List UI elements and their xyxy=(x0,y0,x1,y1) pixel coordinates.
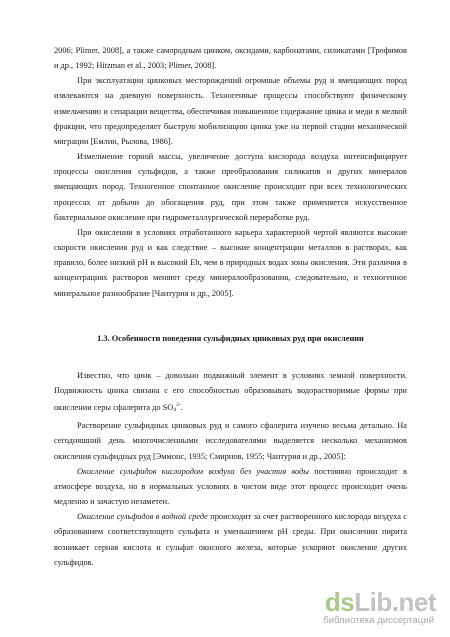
paragraph-air-oxidation xyxy=(54,464,407,509)
section-heading: 1.3. Особенности поведения сульфидных цинковых руд при окислении xyxy=(97,333,364,343)
logo-lib: Lib xyxy=(354,587,392,617)
paragraph-quarry-oxidation: При окислении в условиях отработанного карьера характерной чертой являются высокие скорости окисления руд и как следствие – высокие концентрации металлов в растворах, как правило, более низкий pH и высокий Eh, чем в природных водах зоны окисления. Эти различия в концентрациях растворов меняют среду минералообразования, следовательно, и техногенное минеральное разнообразие [Чантурия и др., 2005]. xyxy=(54,227,407,298)
document-page xyxy=(54,43,407,570)
logo-dot: . xyxy=(391,587,399,617)
dslib-watermark xyxy=(314,587,436,631)
paragraph-grinding: Измельчение горной массы, увеличение доступа кислорода воздуха интенсифицирует процессы окисления сульфидов, а также преобразования силикатов и других минералов вмещающих пород. Техногенное спонтанное окисление происходит при всех технологических процессах от добычи до обогащения руд, при этом также применяется искусственное бактериальное окисление при гидрометаллургической переработке руд. xyxy=(54,152,407,222)
air-oxidation-text: постоянно происходит в атмосфере воздуха, но в нормальных условиях в чистом виде этот процесс происходит очень медленно и зачастую незаметен. xyxy=(54,466,407,507)
paragraph-continuation: 2006; Plimer, 2008], а также самородным цинком, оксидами, карбонатами, силикатами [Трофимов и др., 1992; Hitzman et al., 2003; Plimer, 2008]. xyxy=(54,46,407,71)
zinc-mobility-text: Известно, что цинк – довольно подвижный элемент в условиях земной поверхности. Подвижность цинка связана с его способностью образовывать водорастворимые формы при окислении серы сфалерита до SO xyxy=(54,370,407,413)
logo-ds: ds xyxy=(324,587,355,617)
water-oxidation-term: Окисление сульфидов в водной среде xyxy=(77,512,208,522)
so4-superscript: 2- xyxy=(176,402,181,409)
paragraph-water-oxidation xyxy=(54,509,407,570)
watermark-subtitle: библиотека диссертаций xyxy=(323,615,434,626)
paragraph-dissolution: Растворение сульфидных цинковых руд и самого сфалерита изучено весьма детально. На сегодняшний день многочисленными исследователями выделяется несколько механизмов окисления сульфидных руд [Эммонс, 1935; Смирнов, 1955; Чантурия и др., 2005]: xyxy=(54,421,407,461)
zinc-mobility-end: . xyxy=(180,403,183,413)
logo-net: net xyxy=(398,587,436,617)
paragraph-exploitation: При эксплуатации цинковых месторождений огромные объемы руд и вмещающих пород извлекаются на дневную поверхность. Техногенные процессы способствуют физическому измельчению и сепарации вещества, обеспечивая повышенное содержание цинка и меди в мелкой фракции, что предопределяет быструю мобилизацию цинка уже на первой стадии механической миграции [Емлин, Рылова, 1986]. xyxy=(54,76,407,146)
air-oxidation-term: Окисление сульфидов кислородом воздуха без участия воды xyxy=(77,466,309,476)
paragraph-zinc-mobility xyxy=(54,368,407,418)
so4-subscript: 4 xyxy=(173,407,177,414)
dslib-logo xyxy=(325,587,436,618)
water-oxidation-text: происходит за счет растворенного кислорода воздуха с образованием соответствующего сульфата и уменьшением pH среды. При окислении пирита возникает серная кислота и сульфат окисного железа, которые ускоряют окисление других сульфидов. xyxy=(54,512,407,567)
